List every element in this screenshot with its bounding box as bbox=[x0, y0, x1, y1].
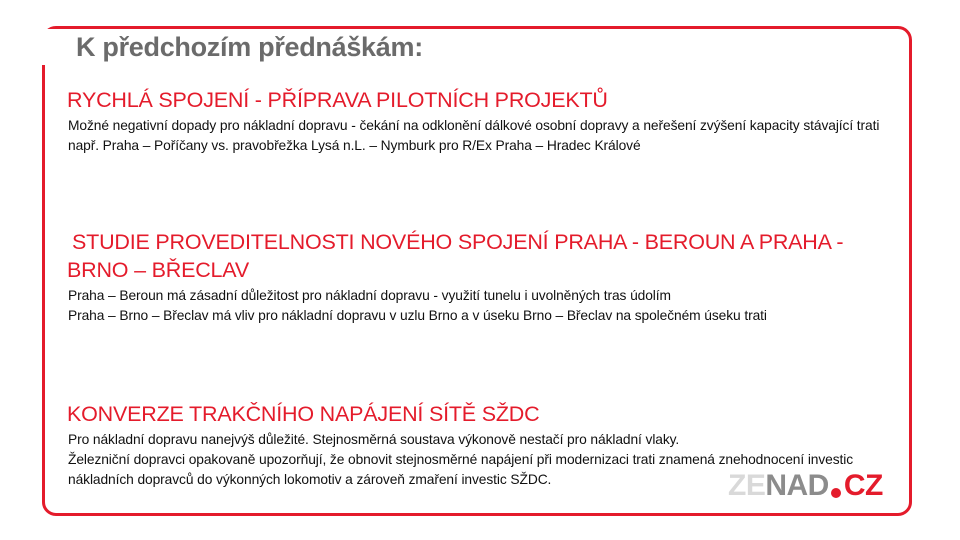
logo-part-3: CZ bbox=[843, 469, 883, 502]
zenad-logo bbox=[728, 468, 883, 504]
section-heading: RYCHLÁ SPOJENÍ - PŘÍPRAVA PILOTNÍCH PROJEKTŮ bbox=[67, 88, 608, 112]
section-body bbox=[68, 286, 897, 326]
body-line: Praha – Beroun má zásadní důležitost pro nákladní dopravu - využití tunelu i uvolněných tras údolím bbox=[68, 288, 671, 303]
logo-dot-icon bbox=[831, 488, 841, 498]
section-rychla-spojeni bbox=[67, 86, 897, 156]
body-line: Praha – Brno – Břeclav má vliv pro nákladní dopravu v uzlu Brno a v úseku Brno – Břeclav na společném úseku trati bbox=[68, 308, 767, 323]
section-heading: KONVERZE TRAKČNÍHO NAPÁJENÍ SÍTĚ SŽDC bbox=[67, 402, 540, 426]
section-heading: STUDIE PROVEDITELNOSTI NOVÉHO SPOJENÍ PRAHA - BEROUN A PRAHA - BRNO – BŘECLAV bbox=[67, 230, 844, 282]
section-studie bbox=[67, 228, 897, 326]
logo-part-2: NAD bbox=[765, 469, 829, 502]
logo-part-1: ZE bbox=[728, 469, 766, 502]
slide-kicker: K předchozím přednáškám: bbox=[0, 29, 431, 65]
body-line: Pro nákladní dopravu nanejvýš důležité. Stejnosměrná soustava výkonově nestačí pro nákladní vlaky. bbox=[68, 432, 680, 447]
section-body bbox=[68, 116, 897, 156]
body-line: Železniční dopravci opakovaně upozorňují, že obnovit stejnosměrné napájení při modernizaci trati znamená znehodnocení investic nákladních dopravců do výkonných lokomotiv a zároveň zmaření investic SŽDC. bbox=[68, 452, 854, 487]
body-line: Možné negativní dopady pro nákladní dopravu - čekání na odklonění dálkové osobní dopravy a neřešení zvýšení kapacity stávající trati např. Praha – Poříčany vs. pravobřežka Lysá n.L. – Nymburk pro R/Ex Praha – Hradec Králové bbox=[68, 118, 880, 153]
